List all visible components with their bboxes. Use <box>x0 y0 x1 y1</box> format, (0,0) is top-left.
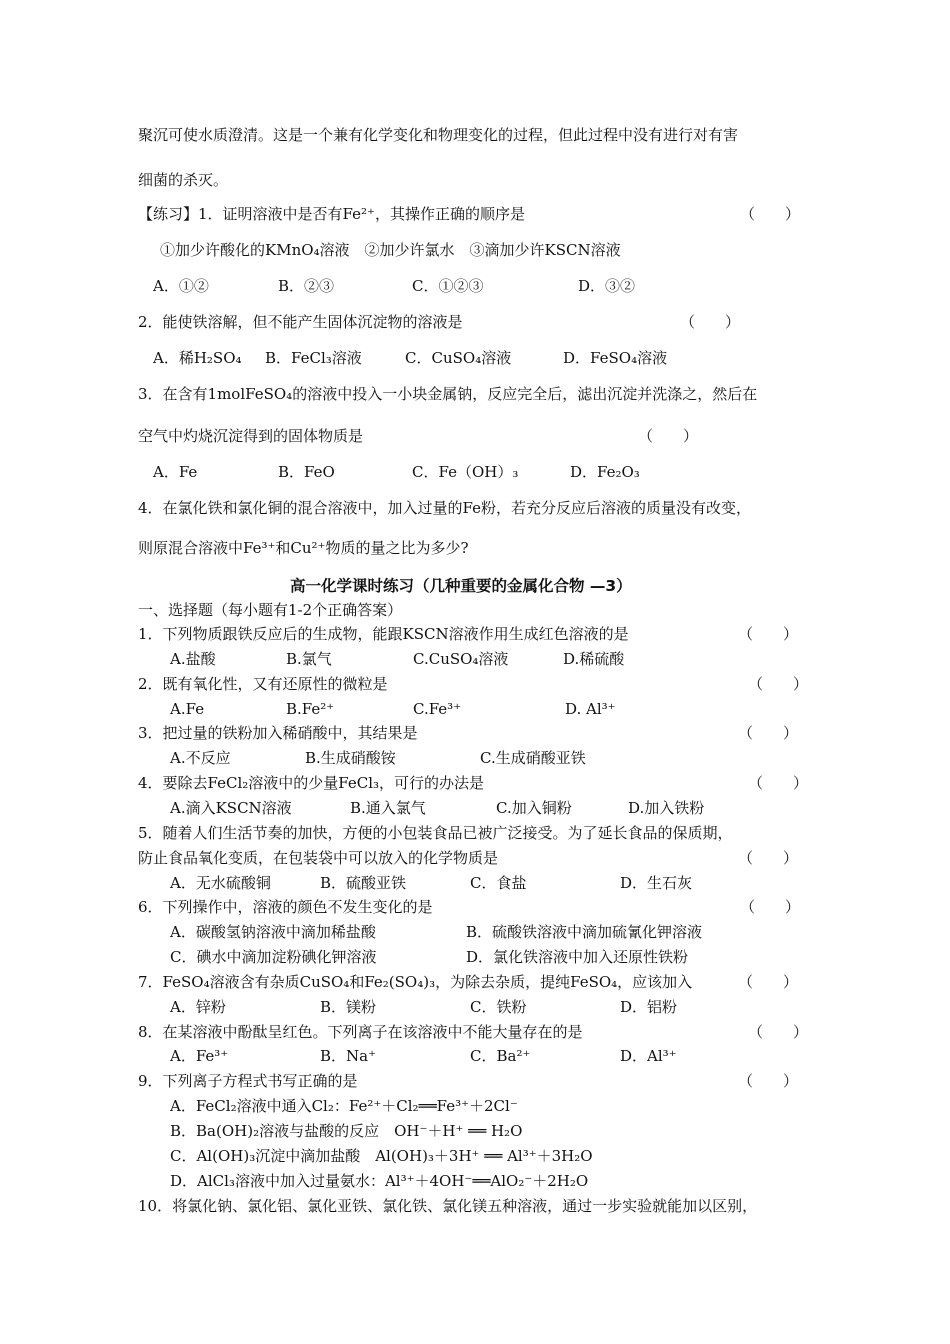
question-4-answer-bracket: （ ） <box>748 774 809 792</box>
question-6-option-d: D．氯化铁溶液中加入还原性铁粉 <box>466 948 689 966</box>
question-4-option-c: C.加入铜粉 <box>496 799 572 817</box>
practice-q3-option-c: C．Fe（OH）₃ <box>412 463 519 481</box>
question-2-answer-bracket: （ ） <box>748 675 809 693</box>
question-2-text: 2．既有氧化性，又有还原性的微粒是 <box>138 675 388 693</box>
question-7-option-b: B．镁粉 <box>320 998 377 1016</box>
question-5-option-b: B．硫酸亚铁 <box>320 874 407 892</box>
practice-q1-option-d: D．③② <box>578 277 636 295</box>
question-9-option-c: C．Al(OH)₃沉淀中滴加盐酸 Al(OH)₃＋3H⁺ ══ Al³⁺＋3H₂O <box>170 1147 593 1165</box>
practice-q1-option-a: A．①② <box>153 277 209 295</box>
practice-q3-option-d: D．Fe₂O₃ <box>570 463 640 481</box>
question-7-option-c: C．铁粉 <box>470 998 527 1016</box>
question-5-answer-bracket: （ ） <box>738 849 799 867</box>
question-6-option-c: C．碘水中滴加淀粉碘化钾溶液 <box>170 948 377 966</box>
question-3-option-a: A.不反应 <box>170 749 231 767</box>
question-9-text: 9．下列离子方程式书写正确的是 <box>138 1072 358 1090</box>
question-2-option-b: B.Fe²⁺ <box>286 700 335 718</box>
question-1-option-c: C.CuSO₄溶液 <box>413 650 509 668</box>
practice-q2-option-a: A．稀H₂SO₄ <box>153 349 242 367</box>
question-2-option-c: C.Fe³⁺ <box>413 700 462 718</box>
question-5-option-d: D．生石灰 <box>620 874 693 892</box>
question-1-option-d: D.稀硫酸 <box>563 650 625 668</box>
question-9-option-b: B．Ba(OH)₂溶液与盐酸的反应 OH⁻＋H⁺ ══ H₂O <box>170 1122 523 1140</box>
question-1-text: 1．下列物质跟铁反应后的生成物，能跟KSCN溶液作用生成红色溶液的是 <box>138 625 629 643</box>
practice-q1-text: 【练习】1．证明溶液中是否有Fe²⁺，其操作正确的顺序是 <box>138 205 525 223</box>
practice-q4-text-line1: 4．在氯化铁和氯化铜的混合溶液中，加入过量的Fe粉，若充分反应后溶液的质量没有改变， <box>138 499 752 517</box>
question-7-option-d: D．铝粉 <box>620 998 678 1016</box>
question-9-answer-bracket: （ ） <box>738 1072 799 1090</box>
question-3-option-c: C.生成硝酸亚铁 <box>480 749 586 767</box>
part-heading: 一、选择题（每小题有1-2个正确答案） <box>138 601 403 619</box>
practice-q1-option-c: C．①②③ <box>412 277 484 295</box>
practice-q3-option-b: B．FeO <box>278 463 335 481</box>
question-10-text: 10．将氯化钠、氯化铝、氯化亚铁、氯化铁、氯化镁五种溶液，通过一步实验就能加以区别， <box>138 1197 758 1215</box>
practice-q1-option-b: B．②③ <box>278 277 335 295</box>
question-6-text: 6．下列操作中，溶液的颜色不发生变化的是 <box>138 898 433 916</box>
question-4-option-a: A.滴入KSCN溶液 <box>170 799 292 817</box>
question-8-option-d: D．Al³⁺ <box>620 1047 677 1065</box>
question-6-option-b: B．硫酸铁溶液中滴加硫氰化钾溶液 <box>466 923 703 941</box>
practice-q3-answer-bracket: （ ） <box>638 427 699 445</box>
question-3-option-b: B.生成硝酸铵 <box>305 749 396 767</box>
question-7-text: 7．FeSO₄溶液含有杂质CuSO₄和Fe₂(SO₄)₃，为除去杂质，提纯FeSO₄，应该加入 <box>138 973 693 991</box>
section-title: 高一化学课时练习（几种重要的金属化合物 —3） <box>290 577 632 595</box>
question-8-answer-bracket: （ ） <box>748 1023 809 1041</box>
practice-q3-text-line1: 3．在含有1molFeSO₄的溶液中投入一小块金属钠，反应完全后，滤出沉淀并洗涤之，然后在 <box>138 385 758 403</box>
practice-q1-steps: ①加少许酸化的KMnO₄溶液 ②加少许氯水 ③滴加少许KSCN溶液 <box>160 241 621 259</box>
question-5-text-line1: 5．随着人们生活节奏的加快，方便的小包装食品已被广泛接受。为了延长食品的保质期， <box>138 824 733 842</box>
practice-q2-option-d: D．FeSO₄溶液 <box>563 349 668 367</box>
question-3-answer-bracket: （ ） <box>738 724 799 742</box>
question-5-option-a: A．无水硫酸铜 <box>170 874 271 892</box>
question-2-option-a: A.Fe <box>170 700 205 718</box>
practice-q2-answer-bracket: （ ） <box>680 313 741 331</box>
question-5-option-c: C．食盐 <box>470 874 527 892</box>
practice-q2-option-b: B．FeCl₃溶液 <box>265 349 362 367</box>
question-1-option-b: B.氯气 <box>286 650 332 668</box>
practice-q2-text: 2．能使铁溶解，但不能产生固体沉淀物的溶液是 <box>138 313 463 331</box>
practice-q2-option-c: C．CuSO₄溶液 <box>405 349 512 367</box>
practice-q4-text-line2: 则原混合溶液中Fe³⁺和Cu²⁺物质的量之比为多少? <box>138 539 469 557</box>
question-9-option-d: D．AlCl₃溶液中加入过量氨水：Al³⁺＋4OH⁻══AlO₂⁻＋2H₂O <box>170 1172 589 1190</box>
question-8-option-a: A．Fe³⁺ <box>170 1047 229 1065</box>
question-7-answer-bracket: （ ） <box>738 973 799 991</box>
question-6-option-a: A．碳酸氢钠溶液中滴加稀盐酸 <box>170 923 376 941</box>
question-4-option-b: B.通入氯气 <box>350 799 426 817</box>
question-9-option-a: A．FeCl₂溶液中通入Cl₂：Fe²⁺＋Cl₂══Fe³⁺＋2Cl⁻ <box>170 1097 518 1115</box>
question-7-option-a: A．锌粉 <box>170 998 226 1016</box>
question-8-text: 8．在某溶液中酚酞呈红色。下列离子在该溶液中不能大量存在的是 <box>138 1023 583 1041</box>
question-1-answer-bracket: （ ） <box>738 625 799 643</box>
intro-line-2: 细菌的杀灭。 <box>138 171 229 189</box>
practice-q3-option-a: A．Fe <box>153 463 198 481</box>
practice-q3-text-line2: 空气中灼烧沉淀得到的固体物质是 <box>138 427 364 445</box>
question-5-text-line2: 防止食品氧化变质，在包装袋中可以放入的化学物质是 <box>138 849 499 867</box>
question-4-text: 4．要除去FeCl₂溶液中的少量FeCl₃，可行的办法是 <box>138 774 485 792</box>
practice-q1-answer-bracket: （ ） <box>740 205 801 223</box>
question-4-option-d: D.加入铁粉 <box>628 799 705 817</box>
question-6-answer-bracket: （ ） <box>740 898 801 916</box>
question-1-option-a: A.盐酸 <box>170 650 216 668</box>
question-8-option-b: B．Na⁺ <box>320 1047 377 1065</box>
question-3-text: 3．把过量的铁粉加入稀硝酸中，其结果是 <box>138 724 418 742</box>
question-8-option-c: C．Ba²⁺ <box>470 1047 531 1065</box>
question-2-option-d: D. Al³⁺ <box>565 700 616 718</box>
intro-line-1: 聚沉可使水质澄清。这是一个兼有化学变化和物理变化的过程，但此过程中没有进行对有害 <box>138 126 739 144</box>
